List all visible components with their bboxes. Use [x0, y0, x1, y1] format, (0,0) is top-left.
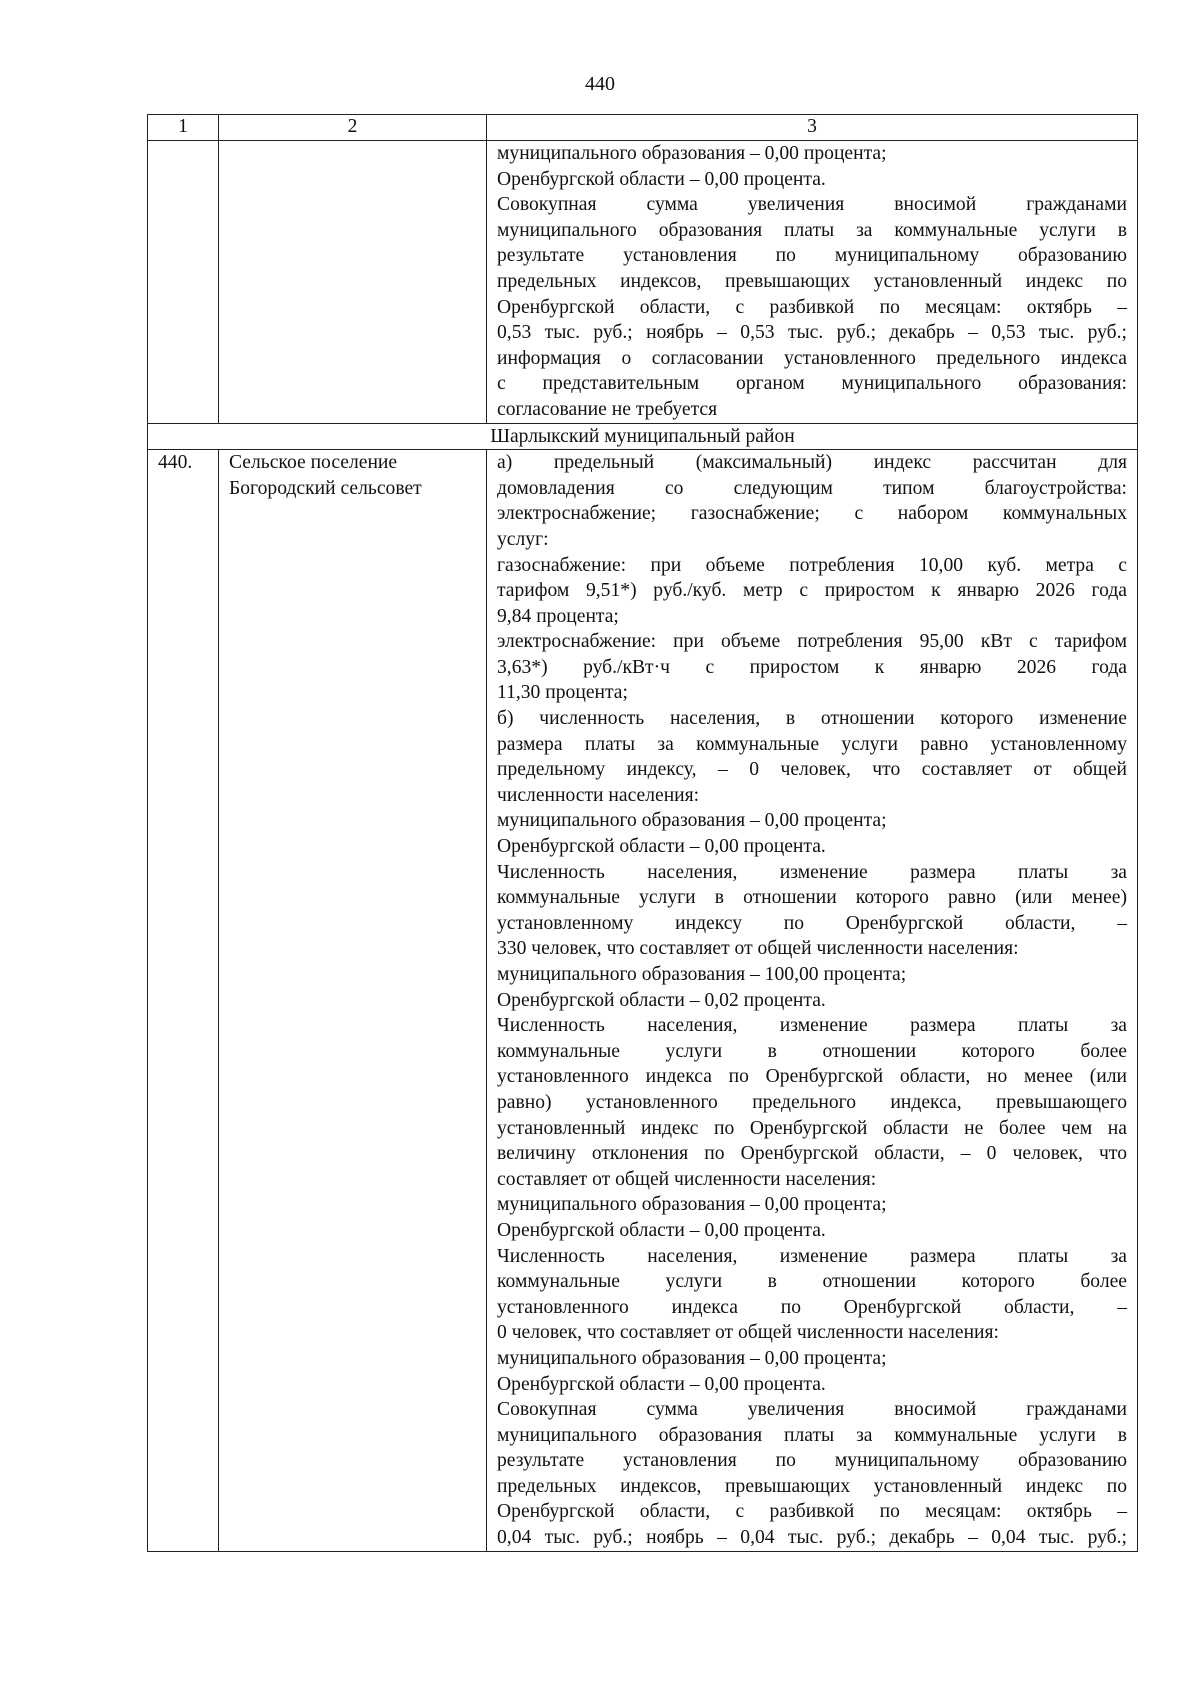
- entry-name-line: Сельское поселение: [229, 452, 398, 474]
- text-line: Численность населения, изменение размера платы за: [497, 1015, 1127, 1037]
- text-line: установленного индекса по Оренбургской области, –: [497, 1296, 1127, 1318]
- text-line: предельных индексов, превышающих установленный индекс по: [497, 1475, 1127, 1497]
- text-line: предельному индексу, – 0 человек, что составляет от общей: [497, 759, 1127, 781]
- text-line: электроснабжение: при объеме потребления 95,00 кВт с тарифом: [497, 631, 1127, 653]
- text-line: предельных индексов, превышающих установленный индекс по: [497, 270, 1127, 292]
- text-line: муниципального образования – 0,00 процента;: [497, 1347, 887, 1369]
- text-line: муниципального образования – 100,00 процента;: [497, 964, 907, 985]
- continuation-number-cell: [148, 141, 219, 424]
- text-line: тарифом 9,51*) руб./куб. метр с приростом к январю 2026 года: [497, 580, 1127, 602]
- text-line: 0,53 тыс. руб.; ноябрь – 0,53 тыс. руб.; декабрь – 0,53 тыс. руб.;: [497, 322, 1127, 344]
- text-line: муниципального образования – 0,00 процента;: [497, 143, 887, 164]
- text-line: Оренбургской области – 0,00 процента.: [497, 836, 826, 858]
- text-line: коммунальные услуги в отношении которого более: [497, 1271, 1127, 1293]
- text-line: установленному индексу по Оренбургской области, –: [497, 912, 1127, 934]
- text-line: результате установления по муниципальному образованию: [497, 245, 1127, 267]
- entry-name-line: Богородский сельсовет: [229, 477, 422, 499]
- text-line: численности населения:: [497, 784, 700, 806]
- text-line: 3,63*) руб./кВт·ч с приростом к январю 2026 года: [497, 656, 1127, 678]
- text-line: Совокупная сумма увеличения вносимой гражданами: [497, 1399, 1127, 1421]
- text-line: информация о согласовании установленного предельного индекса: [497, 347, 1127, 369]
- text-line: составляет от общей численности населения:: [497, 1168, 877, 1190]
- text-line: муниципального образования – 0,00 процента;: [497, 810, 887, 832]
- text-line: услуг:: [497, 528, 549, 550]
- continuation-text-cell: [487, 141, 1138, 424]
- text-line: 0 человек, что составляет от общей численности населения:: [497, 1322, 1000, 1344]
- entry-row: [148, 450, 1138, 1552]
- text-line: 11,30 процента;: [497, 682, 628, 704]
- text-line: а) предельный (максимальный) индекс рассчитан для: [497, 452, 1127, 474]
- text-line: равно) установленного предельного индекса, превышающего: [497, 1091, 1127, 1113]
- column-header-2: 2: [219, 115, 487, 141]
- text-line: Оренбургской области, с разбивкой по месяцам: октябрь –: [497, 1501, 1127, 1523]
- text-line: б) численность населения, в отношении которого изменение: [497, 708, 1127, 730]
- text-line: установленный индекс по Оренбургской области не более чем на: [497, 1117, 1127, 1139]
- text-line: муниципального образования – 0,00 процента;: [497, 1194, 887, 1216]
- entry-name: [219, 450, 487, 1552]
- text-line: результате установления по муниципальному образованию: [497, 1450, 1127, 1472]
- entry-text-cell: [487, 450, 1138, 1552]
- table-header-row: [148, 115, 1138, 141]
- text-line: размера платы за коммунальные услуги равно установленному: [497, 733, 1127, 755]
- text-line: с представительным органом муниципального образования:: [497, 373, 1127, 395]
- text-line: величину отклонения по Оренбургской области, – 0 человек, что: [497, 1143, 1127, 1165]
- text-line: Численность населения, изменение размера платы за: [497, 861, 1127, 883]
- text-line: Оренбургской области, с разбивкой по месяцам: октябрь –: [497, 296, 1127, 318]
- text-line: электроснабжение; газоснабжение; с набором коммунальных: [497, 503, 1127, 525]
- text-line: согласование не требуется: [497, 398, 718, 420]
- text-line: Оренбургской области – 0,00 процента.: [497, 168, 826, 190]
- text-line: газоснабжение: при объеме потребления 10,00 куб. метра с: [497, 554, 1127, 576]
- section-row: [148, 423, 1138, 450]
- entry-number: 440.: [148, 450, 219, 1552]
- text-line: Оренбургской области – 0,00 процента.: [497, 1219, 826, 1241]
- text-line: коммунальные услуги в отношении которого более: [497, 1040, 1127, 1062]
- text-line: Оренбургской области – 0,02 процента.: [497, 989, 826, 1011]
- text-line: Численность населения, изменение размера платы за: [497, 1245, 1127, 1267]
- text-line: 0,04 тыс. руб.; ноябрь – 0,04 тыс. руб.; декабрь – 0,04 тыс. руб.;: [497, 1527, 1127, 1549]
- continuation-name-cell: [219, 141, 487, 424]
- column-header-1: 1: [148, 115, 219, 141]
- text-line: Оренбургской области – 0,00 процента.: [497, 1373, 826, 1395]
- text-line: муниципального образования платы за коммунальные услуги в: [497, 219, 1127, 241]
- continuation-row: [148, 141, 1138, 424]
- text-line: коммунальные услуги в отношении которого равно (или менее): [497, 887, 1127, 909]
- text-line: 330 человек, что составляет от общей численности населения:: [497, 938, 1019, 960]
- text-line: установленного индекса по Оренбургской области, но менее (или: [497, 1066, 1127, 1088]
- page-number: 440: [585, 73, 615, 95]
- text-line: домовладения со следующим типом благоустройства:: [497, 477, 1127, 499]
- text-line: Совокупная сумма увеличения вносимой гражданами: [497, 194, 1127, 216]
- data-table: [147, 114, 1138, 1552]
- text-line: 9,84 процента;: [497, 605, 619, 627]
- section-title: Шарлыкский муниципальный район: [148, 423, 1138, 450]
- column-header-3: 3: [487, 115, 1138, 141]
- text-line: муниципального образования платы за коммунальные услуги в: [497, 1424, 1127, 1446]
